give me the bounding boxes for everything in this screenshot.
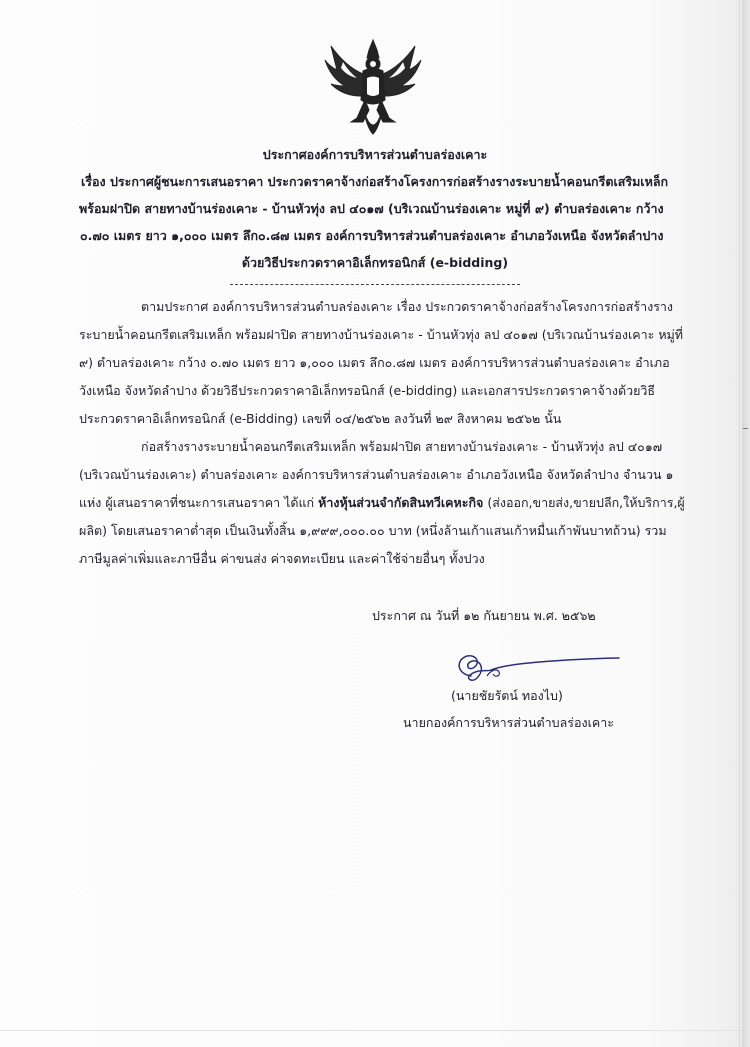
subject-line-3: ๐.๗๐ เมตร ยาว ๑,๐๐๐ เมตร ลึก๐.๘๗ เมตร องค์การบริหารส่วนตำบลร่องเคาะ อำเภอวังเหนือ จังหวัดลำปาง <box>80 228 664 243</box>
paragraph1-line3: ๙) ตำบลร่องเคาะ กว้าง ๐.๗๐ เมตร ยาว ๑,๐๐๐ เมตร ลึก๐.๘๗ เมตร องค์การบริหารส่วนตำบลร่องเคาะ อำเภอ <box>79 355 670 370</box>
garuda-emblem-icon <box>323 38 423 142</box>
scan-edge-line <box>739 0 740 1047</box>
subject-line-1 <box>81 173 668 191</box>
paragraph2-line3-tail: (ส่งออก,ขายส่ง,ขายปลีก,ให้บริการ,ผู้ <box>483 495 685 510</box>
winning-bidder-name: ห้างหุ้นส่วนจำกัดสินทวีเคหะกิจ <box>318 495 484 510</box>
paragraph2-line3 <box>79 494 685 512</box>
subject-line-4: ด้วยวิธีประกวดราคาอิเล็กทรอนิกส์ (e-bidding) <box>241 255 509 270</box>
announcement-org-title: ประกาศองค์การบริหารส่วนตำบลร่องเคาะ <box>262 147 488 162</box>
paragraph1-line2: ระบายน้ำคอนกรีตเสริมเหล็ก พร้อมฝาปิด สายทางบ้านร่องเคาะ - บ้านหัวทุ่ง ลป ๔๐๑๗ (บริเวณบ้านร่องเคาะ หมู่ที่ <box>79 327 684 342</box>
paragraph2-line1: ก่อสร้างรางระบายน้ำคอนกรีตเสริมเหล็ก พร้อมฝาปิด สายทางบ้านร่องเคาะ - บ้านหัวทุ่ง ลป ๔๐๑๗ <box>141 439 663 454</box>
signer-name: (นายชัยรัตน์ ทองไบ) <box>451 688 563 703</box>
paragraph2-line5: ภาษีมูลค่าเพิ่มและภาษีอื่น ค่าขนส่ง ค่าจดทะเบียน และค่าใช้จ่ายอื่นๆ ทั้งปวง <box>79 551 485 566</box>
scan-right-edge <box>742 0 750 1047</box>
signature-icon <box>447 646 627 688</box>
paragraph2-line3-lead: แห่ง ผู้เสนอราคาที่ชนะการเสนอราคา ได้แก่ <box>79 495 319 510</box>
subject-line-2: พร้อมฝาปิด สายทางบ้านร่องเคาะ - บ้านหัวทุ่ง ลป ๔๐๑๗ (บริเวณบ้านร่องเคาะ หมู่ที่ ๙) ตำบลร่องเคาะ กว้าง <box>79 201 664 216</box>
paragraph1-line1: ตามประกาศ องค์การบริหารส่วนตำบลร่องเคาะ เรื่อง ประกวดราคาจ้างก่อสร้างโครงการก่อสร้างราง <box>141 299 674 314</box>
signer-title: นายกองค์การบริหารส่วนตำบลร่องเคาะ <box>403 715 614 730</box>
scan-edge-mark <box>743 428 748 429</box>
paragraph2-line4: ผลิต) โดยเสนอราคาต่ำสุด เป็นเงินทั้งสิ้น ๑,๙๙๙,๐๐๐.๐๐ บาท (หนึ่งล้านเก้าแสนเก้าหมื่นเก้าพันบาทถ้วน) รวม <box>79 523 667 538</box>
subject-prefix: เรื่อง <box>81 174 110 189</box>
announcement-date: ประกาศ ณ วันที่ ๑๒ กันยายน พ.ศ. ๒๕๖๒ <box>372 608 596 623</box>
paragraph1-line5: ประกวดราคาอิเล็กทรอนิกส์ (e-Bidding) เลขที่ ๐๔/๒๕๖๒ ลงวันที่ ๒๙ สิงหาคม ๒๕๖๒ นั้น <box>79 411 562 426</box>
subject-text-1: ประกาศผู้ชนะการเสนอราคา ประกวดราคาจ้างก่อสร้างโครงการก่อสร้างรางระบายน้ำคอนกรีตเสริมเหล็ก <box>109 174 669 189</box>
scan-bottom-line <box>0 1030 750 1031</box>
paragraph1-line4: วังเหนือ จังหวัดลำปาง ด้วยวิธีประกวดราคาอิเล็กทรอนิกส์ (e-bidding) และเอกสารประกวดราคาจ้างด้วยวิธี <box>79 383 656 398</box>
paragraph2-line2: (บริเวณบ้านร่องเคาะ) ตำบลร่องเคาะ องค์การบริหารส่วนตำบลร่องเคาะ อำเภอวังเหนือ จังหวัดลำปาง จำนวน ๑ <box>79 467 674 482</box>
separator-dashes <box>230 284 520 285</box>
